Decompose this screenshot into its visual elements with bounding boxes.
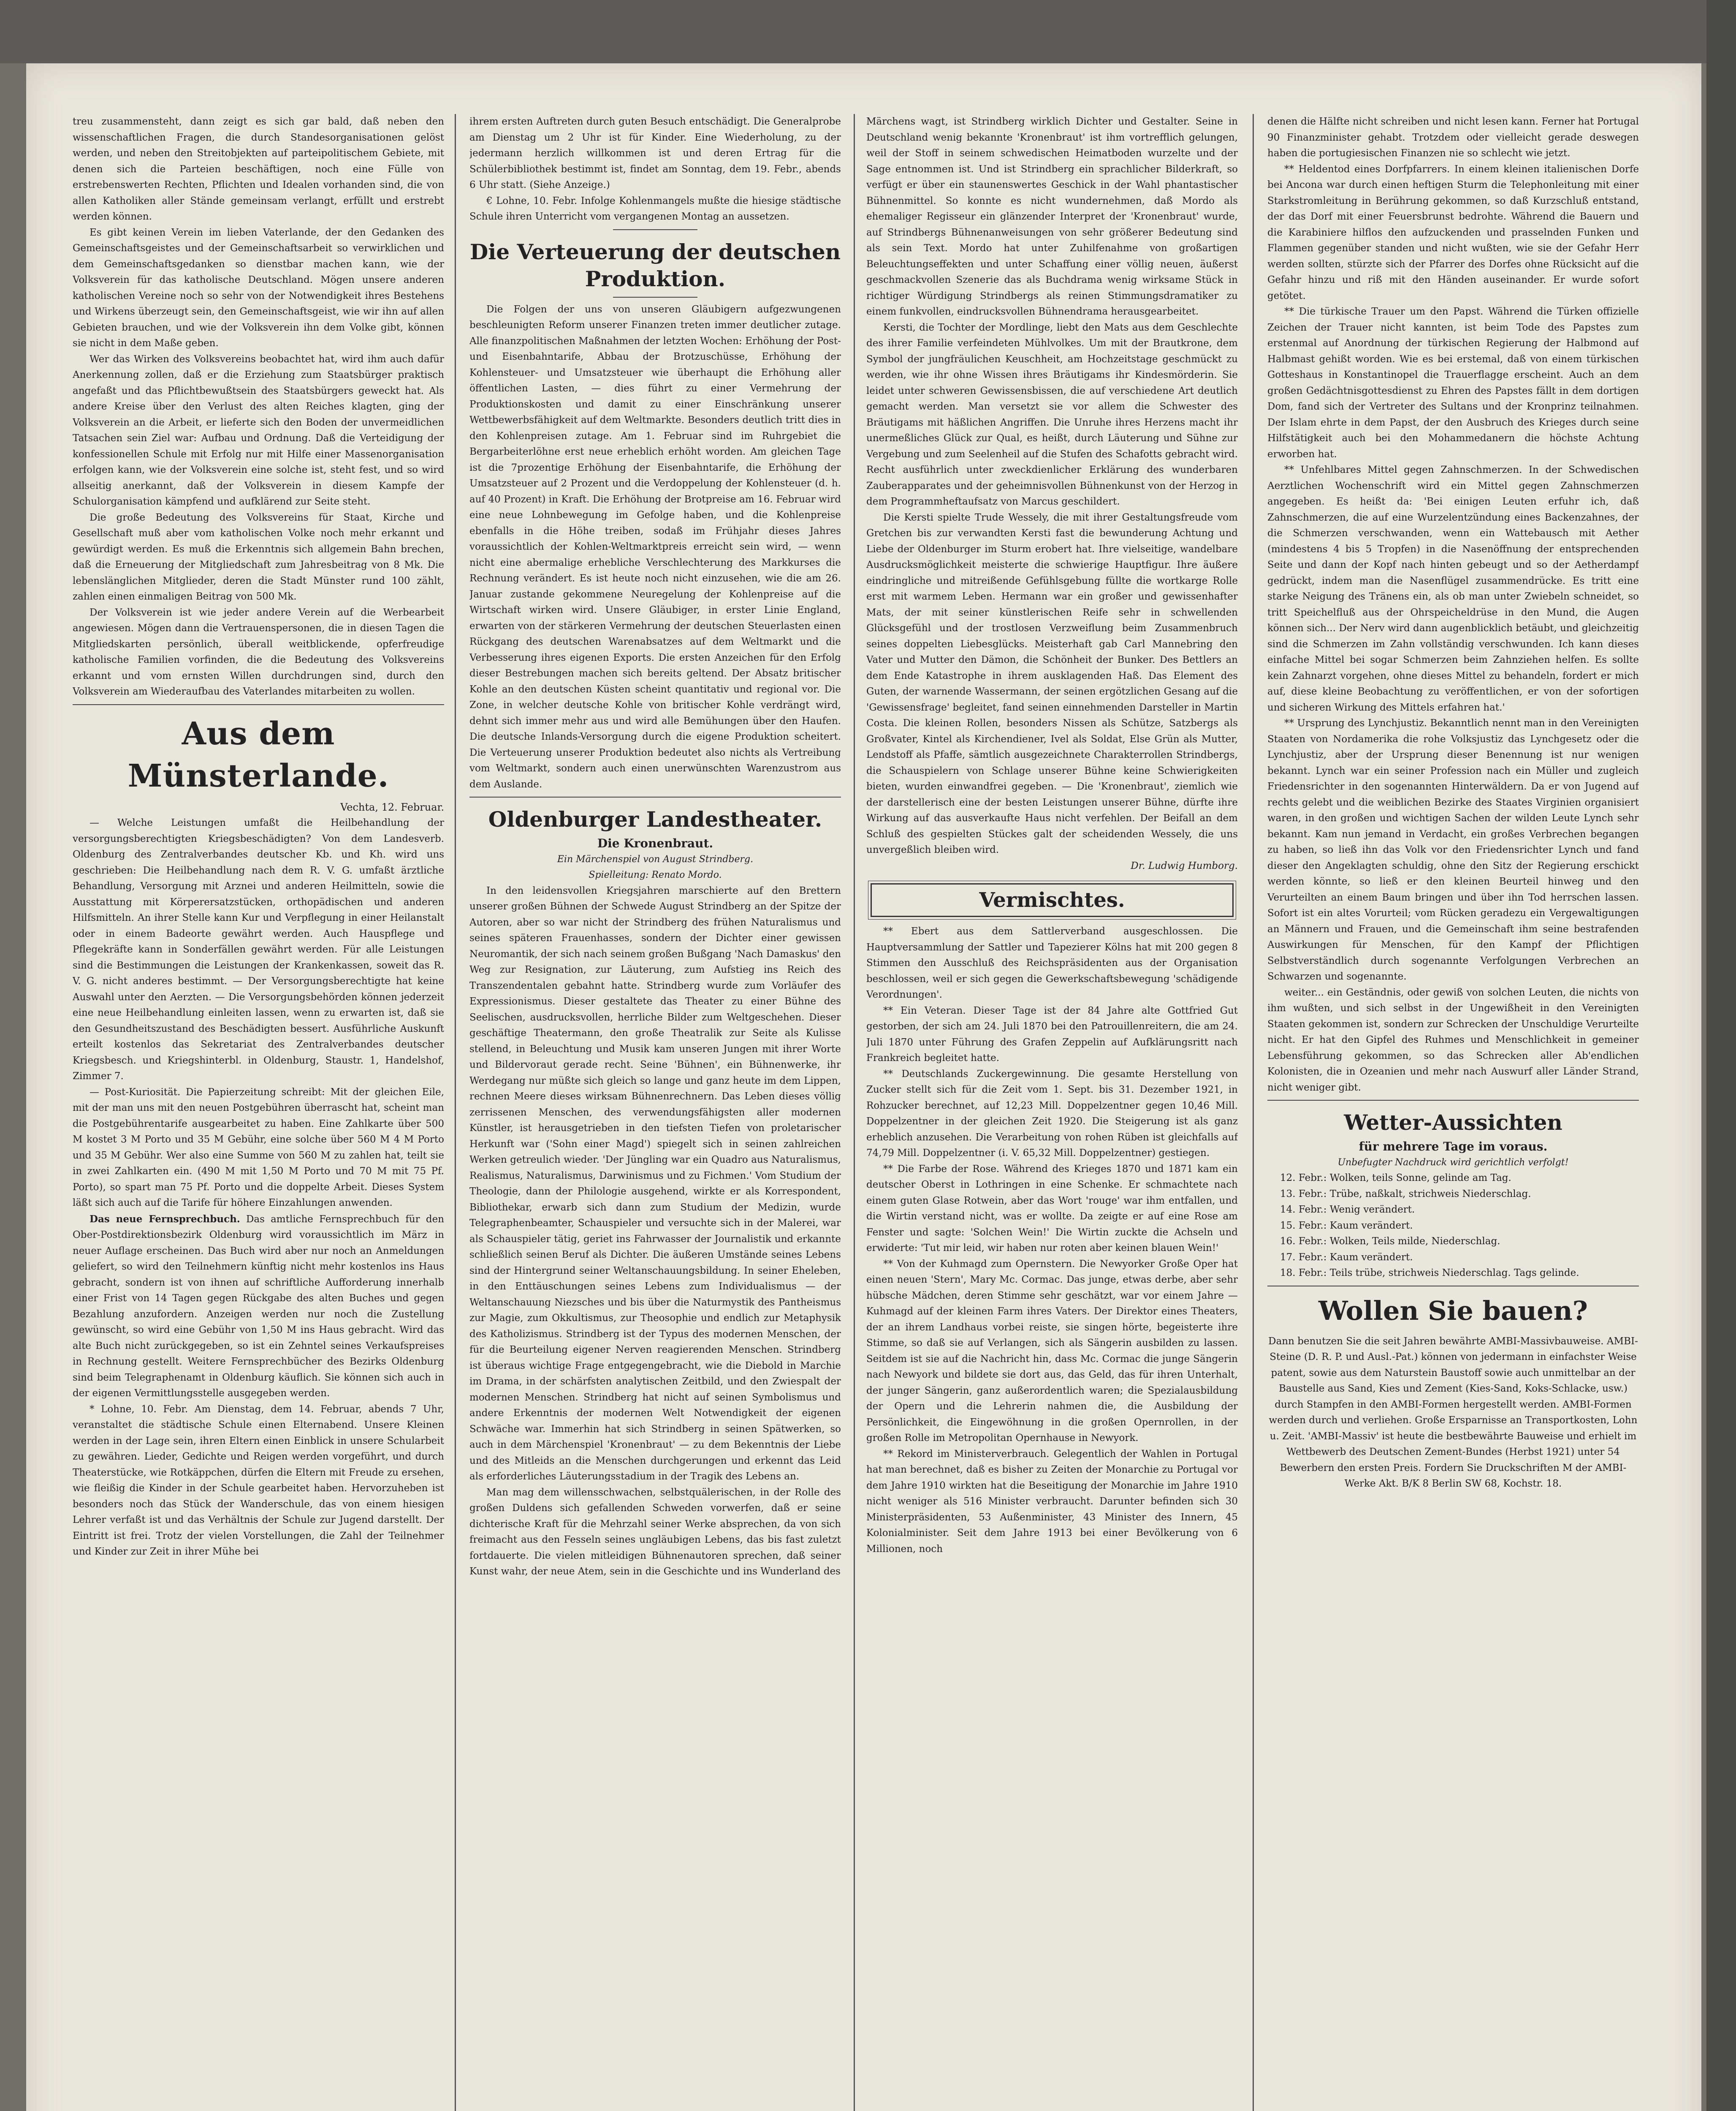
article-paragraph: ** Rekord im Ministerverbrauch. Gelegentlich der Wahlen in Portugal hat man berechnet, daß es bisher zu Zeiten der Monarchie zu Portugal vor dem Jahre 1910 wirkten hat die Beseitigung der Monarchie im Jahre 1910 nicht weniger als 516 Minister verbraucht. Darunter befinden sich 30 Ministerpräsidenten, 53 Außenminister, 43 Minister des Innern, 45 Kolonialminister. Seit dem Jahre 1913 bei einer Bevölkerung von 6 Millionen, noch (866, 1448, 1238, 1555)
article-paragraph: — Welche Leistungen umfaßt die Heilbehandlung der versorgungsberechtigten Kriegsbeschädigten? Von dem Landesverb. Oldenburg des Zentralverbandes deutscher Kb. und Kh. wird uns geschrieben: Die Heilbehandlung nach dem R. V. G. umfaßt ärztliche Behandlung, Versorgung mit Arznei und anderen Heilmitteln, sowie die Ausstattung mit Körperersatzstücken, orthopädischen und anderen Hilfsmitteln. An ihrer Stelle kann Kur und Verpflegung in einer Heilanstalt oder in einem Badeorte gewährt werden. Auch Hauspflege und Pflegekräfte kann in Sonderfällen gewährt werden. Für alle Leistungen sind die Bestimmungen die Leistungen der Krankenkassen, soweit das R. V. G. nicht anderes bestimmt. — Der Versorgungsberechtigte hat keine Auswahl unter den Aerzten. — Die Versorgungsbehörden können jederzeit eine neue Heilbehandlung einleiten lassen, wenn zu erwarten ist, daß sie den Gesundheitszustand des Beschädigten bessert. Ausführliche Auskunft erteilt kostenlos das Sekretariat des Zentralverbandes deutscher Kriegsbesch. und Kriegshinterbl. in Oldenburg, Staustr. 1, Handelshof, Zimmer 7. (73, 817, 444, 1082)
column-1 (73, 114, 444, 2111)
article-paragraph: ** Die Farbe der Rose. Während des Krieges 1870 und 1871 kam ein deutscher Oberst in Lothringen in eine Schenke. Er schmachtete nach einem guten Glase Rotwein, aber das Wort 'rouge' war ihm entfallen, und die Wirtin verstand nicht, was er wollte. Da zeigte er auf eine Rose am Fenster und sagte: 'Solchen Wein!' Die Wirtin zuckte die Achseln und erwiderte: 'Tut mir leid, wir haben nur roten aber keinen blauen Wein!' (866, 1163, 1238, 1254)
scan-background-right (1706, 0, 1736, 2111)
article-subheadline: Die Kronenbraut. (597, 836, 713, 850)
article-paragraph: ** Deutschlands Zuckergewinnung. Die gesamte Herstellung von Zucker stellt sich für die Zeit vom 1. Sept. bis 31. Dezember 1921, in Rohzucker berechnet, auf 12,23 Mill. Doppelzentner gegen 10,46 Mill. Doppelzentner in der gleichen Zeit 1920. Die Steigerung ist als ganz erheblich anzusehen. Die Verarbeitung von rohen Rüben ist gleichfalls auf 74,79 Mill. Doppelzentner (i. V. 65,32 Mill. Doppelzentner) gestiegen. (866, 1068, 1238, 1159)
article-paragraph: Die Kersti spielte Trude Wessely, die mit ihrer Gestaltungsfreude vom Gretchen bis zur verwandten Kersti fast die bewunderung Achtung und Liebe der Oldenburger im Sturm erobert hat. Ihre vielseitige, wandelbare Ausdrucksmöglichkeit meisterte die schwierige Hauptfigur. Ihre äußere eindringliche und mitreißende Gefühlsgebung füllte die wortkarge Rolle erst mit warmem Leben. Hermann war ein großer und gewissenhafter Mats, der mit seiner künstlerischen Reife sehr in schwellenden Glücksgefühl und der trostlosen Verzweiflung beim Zusammenbruch seines doppelten Liebesglücks. Meisterhaft gab Carl Mannebring den Vater und Mutter den Dämon, die Schönheit der Bunker. Des Bettlers an dem Ende Katastrophe in ihrem ausklagenden Haß. Das Element des Guten, der warnende Wassermann, der seinen ergötzlichen Gesang auf die 'Gewissensfrage' begleitet, fand seinen einnehmenden Darsteller in Martin Costa. Die kleinen Rollen, besonders Nissen als Schütze, Satzbergs als Großvater, Kintel als Kirchendiener, Ivel als Soldat, Else Grün als Mutter, Lendstoff als Pfaffe, sämtlich ausgezeichnete Charakterrollen Strindbergs, die Schauspielern von Schlage unserer Bühne keine Schwierigkeiten bieten, wurden einwandfrei gegeben. — Die 'Kronenbraut', ziemlich wie der darstellerisch eine der besten Leistungen unserer Bühne, dürfte ihre Wirkung auf das ausverkaufte Haus nicht verfehlen. Der Beifall an dem Schluß des gespielten Stückes galt der scheidenden Wessely, die uns unvergeßlich bleiben wird. (866, 512, 1238, 855)
weather-forecast-item: 14. Febr.: Wenig verändert. (1280, 1204, 1415, 1215)
article-paragraph: Es gibt keinen Verein im lieben Vaterlande, der den Gedanken des Gemeinschaftsgeistes und der Gemeinschaftsarbeit so verwirklichen und dem Gemeinschaftsgedanken so dienstbar machen kann, wie der Volksverein für das katholische Deutschland. Mögen unsere anderen katholischen Vereine noch so sehr von der Notwendigkeit ihres Bestehens und Wirkens überzeugt sein, den Gemeinschaftsgeist, wie wir ihn auf allen Gebieten brauchen, und wie der Volksverein ihn dem Volke gibt, können sie nicht in dem Maße geben. (73, 227, 444, 349)
weather-subheading: für mehrere Tage im voraus. (1359, 1140, 1548, 1153)
article-paragraph: Die große Bedeutung des Volksvereins für Staat, Kirche und Gesellschaft muß aber vom katholischen Volke noch mehr erkannt und gewürdigt werden. Es muß die Erkenntnis sich allgemein Bahn brechen, daß die Erneuerung der Mitgliedschaft zum Jahresbeitrag von 8 Mk. Die lebenslänglichen Mitglieder, deren die Stadt Münster rund 100 zählt, zahlen einen einmaligen Beitrag von 500 Mk. (73, 512, 444, 602)
article-paragraph: Der Volksverein ist wie jeder andere Verein auf die Werbearbeit angewiesen. Mögen dann die Vertrauenspersonen, die in diesen Tagen die Mitgliedskarten persönlich, überall weitblickende, opferfreudige katholische Familien vorfinden, die die Bedeutung des Volksvereins erkannt und vom ernsten Willen durchdrungen sind, durch den Volksverein am Wiederaufbau des Vaterlandes mitarbeiten zu wollen. (73, 607, 444, 697)
scan-background-top (0, 0, 1736, 63)
column-3 (866, 114, 1238, 2111)
divider (469, 797, 841, 798)
advertisement-heading: Wollen Sie bauen? (1318, 1295, 1588, 1326)
article-paragraph: * Lohne, 10. Febr. Am Dienstag, dem 14. Februar, abends 7 Uhr, veranstaltet die städtische Schule einen Elternabend. Unsere Kleinen werden in der Lage sein, ihren Eltern einen Einblick in unsere Schularbeit zu gewähren. Lieder, Gedichte und Reigen werden vorgeführt, und durch Theaterstücke, wie Rotkäppchen, dürfen die Eltern mit Freude zu ersehen, wie fleißig die Kinder in der Schule gearbeitet haben. Hervorzuheben ist besonders noch das Stück der Wanderschule, das von einem hiesigen Lehrer verfaßt ist und das Verhältnis der Schule zur Jugend darstellt. Der Eintritt ist frei. Trotz der vielen Vorstellungen, die Zahl der Teilnehmer und Kinder zur Zeit in ihrer Mühe bei (73, 1403, 444, 1557)
weather-note: Unbefugter Nachdruck wird gerichtlich verfolgt! (1337, 1157, 1569, 1168)
weather-forecast-item: 17. Febr.: Kaum verändert. (1280, 1251, 1413, 1263)
weather-forecast-list (1267, 1170, 1639, 1281)
article-paragraph: ** Ebert aus dem Sattlerverband ausgeschlossen. Die Hauptversammlung der Sattler und Tapezierer Kölns hat mit 200 gegen 8 Stimmen den Ausschluß des Reichspräsidenten aus der Organisation beschlossen, weil er sich gegen die Gewerkschaftsbewegung 'schädigende Verordnungen'. (866, 926, 1238, 1000)
article-paragraph: ihrem ersten Auftreten durch guten Besuch entschädigt. Die Generalprobe am Dienstag um 2 Uhr ist für Kinder. Eine Wiederholung, zu der jedermann herzlich willkommen ist und deren Ertrag für die Schülerbibliothek bestimmt ist, findet am Sonntag, dem 19. Febr., abends 6 Uhr statt. (Siehe Anzeige.) (469, 116, 841, 190)
column-rule (1253, 114, 1254, 2111)
column-rule (455, 114, 456, 2111)
column-2 (469, 114, 841, 2111)
article-headline: Die Verteuerung der deutschen Produktion. (469, 239, 841, 291)
article-paragraph: € Lohne, 10. Febr. Infolge Kohlenmangels mußte die hiesige städtische Schule ihren Unterricht vom vergangenen Montag an aussetzen. (469, 195, 841, 222)
divider (613, 229, 697, 230)
weather-forecast-item: 18. Febr.: Teils trübe, strichweis Niederschlag. Tags gelinde. (1280, 1267, 1579, 1278)
article-paragraph: — Post-Kuriosität. Die Papierzeitung schreibt: Mit der gleichen Eile, mit der man uns mit den neuen Postgebühren überrascht hat, scheint man die Postgebührentarife ausgearbeitet zu haben. Eine Zahlkarte über 500 M kostet 3 M Porto und 35 M Gebühr, eine solche über 560 M 4 M Porto und 35 M Gebühr. Wer also eine Summe von 560 M zu zahlen hat, teilt sie in zwei Zahlkarten ein. (490 M mit 1,50 M Porto und 70 M mit 75 Pf. Porto), so spart man 75 Pf. Porto und die doppelte Arbeit. Dieses System läßt sich auch auf die Tarife für höhere Einzahlungen anwenden. (73, 1086, 444, 1208)
weather-heading: Wetter-Aussichten (1344, 1110, 1562, 1135)
column-4 (1267, 114, 1639, 2111)
article-paragraph: Man mag dem willensschwachen, selbstquälerischen, in der Rolle des großen Duldens sich gefallenden Schweden vorwerfen, daß er seine dichterische Kraft für die Mehrzahl seiner Werke absprechen, da von sich freimacht aus den Fesseln seines ungläubigen Lebens, das bis fast zuletzt fortdauerte. Die vielen mitleidigen Bühnenautoren sprechen, daß seiner Kunst wahr, der neue Atem, sein in die Geschichte und ins Wunderland des (469, 1487, 841, 1577)
divider (73, 704, 444, 705)
article-paragraph: ** Ursprung des Lynchjustiz. Bekanntlich nennt man in den Vereinigten Staaten von Nordamerika die rohe Volksjustiz das Lynchgesetz oder die Lynchjustiz, aber der Ursprung dieser Benennung ist nur wenigen bekannt. Lynch war ein seiner Profession nach ein Müller und zugleich Friedensrichter in den sogenannten Hinterwäldern. Da er von Jugend auf rechts gelebt und die weiblichen Bezirke des Staates Virginien organisiert waren, in den großen und wichtigen Sachen der wilden Leute Lynch sehr bekannt. Kam nun jemand in Verdacht, ein großes Verbrechen begangen zu haben, so ließ ihn das Volk vor den Friedensrichter Lynch und fand dieser den Angeklagten schuldig, ohne den Sitz der Regierung erschickt werden könnte, so ließ er den kleinen Beurteil hinweg und den Verurteilten an einem Baum bringen und über ihn Tod herrschen lassen. Sofort ist ein altes Vorurteil; vom Rücken geradezu ein Vergewaltigungen an Männern und Frauen, und die Gemeinschaft ihm seine bestrafenden Auswirkungen für Menschen, für den Kampf der Pflichtigen Selbstverständlich durch sogenannte Verfolgungen Verbrechen an Schwarzen und sogenannte. (1267, 718, 1639, 982)
article-paragraph: ** Von der Kuhmagd zum Opernstern. Die Newyorker Große Oper hat einen neuen 'Stern', Mary Mc. Cormac. Das junge, etwas derbe, aber sehr hübsche Mädchen, deren Stimme sehr geschätzt, war vor einem Jahre — Kuhmagd auf der kleinen Farm ihres Vaters. Der Direktor eines Theaters, der an ihrem Landhaus vorbei reiste, sie singen hörte, begeisterte ihre Stimme, so daß sie auf Verlangen, sich als Sängerin ausbilden zu lassen. Seitdem ist sie auf die Nachricht hin, dass Mc. Cormac die junge Sängerin nach Newyork und bildete sie dort aus, das Geld, das für ihren Unterhalt, der junger Sängerin, ganz außerordentlich waren; die Spezialausbildung der Opern und die Lehrerin nahmen die, die Ausbildung der Persönlichkeit, die Eingewöhnung in die großen Opernrollen, in der großen Rolle im Metropolitan Opernhause in Newyork. (866, 1258, 1238, 1444)
article-paragraph: weiter... ein Geständnis, oder gewiß von solchen Leuten, die nichts von ihm wußten, und sich selbst in der Ungewißheit in den Vereinigten Staaten gekommen ist, sondern zur Schrecken der Unschuldige Verurteilte nicht. Er hat den Gipfel des Ruhmes und Menschlichkeit in gemeiner Lebensführung gekommen, so das Schrecken aller Ab'endlichen Kolonisten, die in Ozeanien und mehr nach Auswurf aller Länder Strand, nicht weniger gibt. (1267, 987, 1639, 1093)
article-byline: Ein Märchenspiel von August Strindberg. (557, 854, 754, 865)
section-heading: Aus dem Münsterlande. (127, 715, 389, 794)
weather-forecast-item: 15. Febr.: Kaum verändert. (1280, 1220, 1413, 1231)
article-byline: Spielleitung: Renato Mordo. (589, 870, 722, 880)
author-signature: Dr. Ludwig Humborg. (1131, 860, 1238, 871)
weather-forecast-item: 16. Febr.: Wolken, Teils milde, Niederschlag. (1280, 1236, 1500, 1247)
article-paragraph: Kersti, die Tochter der Mordlinge, liebt den Mats aus dem Geschlechte des ihrer Familie verfeindeten Mühlvolkes. Um mit der Brautkrone, dem Symbol der jungfräulichen Keuschheit, am Hochzeitstage geschmückt zu werden, wie ihr ohne Wissen ihres Bräutigams ihr Kindesmörderin. Sie leidet unter schweren Gewissensbissen, die auf verschiedene Art deutlich gemacht werden. Man versetzt sie vor allem die Schwester des Bräutigams mit häßlichen Angriffen. Die Unruhe ihres Herzens macht ihr unermeßliches Glück zur Qual, es heißt, durch Läuterung und Sühne zur Vergebung und zum Seelenheil auf die Stufen des Schafotts gebracht wird. Recht ausführlich unter zweckdienlicher Erklärung des wunderbaren Zauberapparates und der geheimnisvollen Bühnenkunst von der Herzog in dem Programmheftaufsatz von Marcus geschildert. (866, 322, 1238, 507)
newspaper-page (73, 114, 1660, 2111)
article-paragraph: In den leidensvollen Kriegsjahren marschierte auf den Brettern unserer großen Bühnen der Schwede August Strindberg an der Spitze der Autoren, aber so war nicht der Strindberg des frühen Naturalismus und seines späteren Frauenhasses, sondern der Dichter einer gewissen Neuromantik, der sich nach seinem großen Bußgang 'Nach Damaskus' den Weg zur Resignation, zur Läuterung, zum Aufstieg ins Reich des Transzendentalen gebahnt hatte. Strindberg wurde zum Vorläufer des Expressionismus. Dieser gestaltete das Theater zu einer Bühne des Seelischen, ausdrucksvollen, herrliche Bilder zum Weltgeschehen. Dieser geschäftige Theatermann, den große Theatralik zur Seite als Kulisse stellend, in Beleuchtung und Musik kam unseren Jungen mit ihrer Worte und Bildervoraut gerade recht. Seine 'Bühnen', ein Bühnenwerke, ihr Werdegang nur müßte sich gleich so lange und ganz heute im dem Lippen, rechnen Meere dieses wirksam Bühnenrechnern. Das Leben dieses völlig zerrissenen Menschen, des verwendungsfähigsten aller modernen Künstler, ist herausgetrieben in den tiefsten Tiefen von proletarischer Herkunft war ('Sohn einer Magd') spiegelt sich in seinen zahlreichen Werken getreulich wieder. 'Der Jüngling war ein Quadro aus Naturalismus, Realismus, Naturalismus, Darwinismus und zu Fichmen.' Vom Studium der Theologie, dann der Philologie ausgehend, wirkte er als Korrespondent, Bibliothekar, erwarb sich dann zum Studium der Medizin, wurde Telegraphenbeamter, Schauspieler und versuchte sich in der Malerei, war als Schauspieler tätig, geriet ins Fahrwasser der Journalistik und erkannte schließlich seinen Beruf als Dichter. Die äußeren Umstände seines Lebens sind der Hintergrund seiner Weltanschauungsbildung. In seiner Eheleben, in den Enttäuschungen seines Lebens zum Individualismus — der Weltanschauung Niezsches und bis über die Naturmystik des Pantheismus zur Magie, zum Okkultismus, zur Theosophie und endlich zur Metaphysik des Katholizismus. Strindberg ist der Typus des modernen Menschen, der für die Beurteilung eigener Nerven reagierenden Menschen. Strindberg ist überaus wichtige Frage entgegengebracht, wie die Diebold in Marchie im Drama, in der schärfsten analytischen Zeitbild, und den Zwiespalt der modernen Menschen. Strindberg hat nicht auf seinen Symbolismus und andere Erkenntnis der modernen Welt Notwendigkeit der eigenen Schwäche war. Immerhin hat sich Strindberg in seinen Spätwerken, so auch in dem Märchenspiel 'Kronenbraut' — zu dem Bekenntnis der Liebe und des Mitleids an die Menschen durchgerungen und erkennt das Leid als erforderliches Läuterungsstadium in der Tragik des Lebens an. (469, 885, 841, 1482)
column-rule (854, 114, 855, 2111)
advertisement-text: Dann benutzen Sie die seit Jahren bewährte AMBI-Massivbauweise. AMBI-Steine (D. R. P. und Ausl.-Pat.) können von jedermann in einfachster Weise patent, sowie aus dem Naturstein Baustoff sowie auch unmittelbar an der Baustelle aus Sand, Kies und Zement (Kies-Sand, Koks-Schlacke, usw.) durch Stampfen in den AMBI-Formen hergestellt werden. AMBI-Formen werden durch und verliehen. Große Ersparnisse an Transportkosten, Lohn u. Zeit. 'AMBI-Massiv' ist heute die bestbewährte Bauweise und erhielt im Wettbewerb des Deutschen Zement-Bundes (Herbst 1921) unter 54 Bewerbern den ersten Preis. Fordern Sie Druckschriften M der AMBI-Werke Akt. B/K 8 Berlin SW 68, Kochstr. 18. (1268, 1335, 1638, 1489)
section-heading-box: Vermischtes. (871, 883, 1234, 917)
article-paragraph: Märchens wagt, ist Strindberg wirklich Dichter und Gestalter. Seine in Deutschland wenig bekannte 'Kronenbraut' ist ihm vortrefflich gelungen, weil der Stoff in seinem schwedischen Heimatboden wurzelte und der Sage entnommen ist. Und ist Strindberg ein sprachlicher Bilderkraft, so verfügt er über ein staunenswertes Geschick in der Wahl phantastischer Bühnenmittel. So konnte es nicht wundernehmen, daß Mordo als ehemaliger Regisseur ein glänzender Interpret der 'Kronenbraut' wurde, auf Strindbergs Bühnenanweisungen von sehr größerer Bedeutung sind als sein Text. Mordo hat unter Zuhilfenahme von großartigen Beleuchtungseffekten und unter Schaffung einer völlig neuen, äußerst geschmackvollen Szenerie das als Buchdrama wenig wirksame Stück in richtiger Würdigung Strindbergs als reinen Stimmungsdramatiker zu einem funkvollen, eindrucksvollen Bühnendrama herausgearbeitet. (866, 116, 1238, 317)
article-headline: Oldenburger Landestheater. (488, 807, 822, 832)
article-paragraph: ** Heldentod eines Dorfpfarrers. In einem kleinen italienischen Dorfe bei Ancona war durch einen heftigen Sturm die Telephonleitung mit einer Starkstromleitung in Berührung gekommen, so daß Kurzschluß entstand, der das Dorf mit einer Feuersbrunst bedrohte. Während die Bauern und die Karabiniere hilflos den aufzuckenden und prasselnden Funken und Flammen gegenüber standen und nicht wußten, wie sie der Gefahr Herr werden sollten, stürzte sich der Pfarrer des Dorfes ohne Rücksicht auf die Gefahr hinzu und riß mit den Händen auseinander. Er wurde sofort getötet. (1267, 163, 1639, 301)
article-paragraph: treu zusammensteht, dann zeigt es sich gar bald, daß neben den wissenschaftlichen Fragen, die durch Standesorganisationen gelöst werden, und neben den Streitobjekten auf parteipolitischem Gebiete, mit denen sich die Parteien beschäftigen, noch eine Fülle von erstrebenswerten Rechten, Pflichten und Idealen vorhanden sind, die von allen Katholiken aller Stände gemeinsam verlangt, erfüllt und erstrebt werden können. (73, 116, 444, 222)
article-paragraph: ** Ein Veteran. Dieser Tage ist der 84 Jahre alte Gottfried Gut gestorben, der sich am 24. Juli 1870 bei den Patrouillenreitern, die am 24. Juli 1870 unter Führung des Grafen Zeppelin auf Aufklärungsritt nach Frankreich begleitet hatte. (866, 1005, 1238, 1064)
article-paragraph: denen die Hälfte nicht schreiben und nicht lesen kann. Ferner hat Portugal 90 Finanzminister gehabt. Trotzdem oder vielleicht gerade deswegen haben die portugiesischen Finanzen nie so schlecht wie jetzt. (1267, 116, 1639, 159)
article-paragraph: Wer das Wirken des Volksvereins beobachtet hat, wird ihm auch dafür Anerkennung zollen, daß er die Erziehung zum Staatsbürger praktisch angefaßt und das Pflichtbewußtsein des Staatsbürgers geweckt hat. Als andere Kreise über den Verlust des alten Reiches klagten, ging der Volksverein an die Arbeit, er lieferte sich den Boden der unvermeidlichen Tatsachen sein Ziel war: Aufbau und Ordnung. Daß die Verteidigung der konfessionellen Schule mit Erfolg nur mit Hilfe einer Massenorganisation erfolgen kann, wie der Volksverein eine solche ist, steht fest, und so wird allseitig anerkannt, daß der Volksverein in diesem Kampfe der Schulorganisation kämpfend und aufklärend zur Seite steht. (73, 353, 444, 507)
dateline: Vechta, 12. Februar. (340, 801, 444, 813)
divider (1267, 1100, 1639, 1101)
article-subheading: Das neue Fernsprechbuch. (90, 1213, 240, 1225)
article-paragraph: Die Folgen der uns von unseren Gläubigern aufgezwungenen beschleunigten Reform unserer Finanzen treten immer deutlicher zutage. Alle finanzpolitischen Maßnahmen der letzten Wochen: Erhöhung der Post- und Eisenbahntarife, Abbau der Brotzuschüsse, Erhöhung der Kohlensteuer- und Umsatzsteuer wie überhaupt die Erhöhung aller öffentlichen Lasten, — dies führt zu einer Vermehrung der Produktionskosten und damit zu einer Einschränkung unserer Wettbewerbsfähigkeit auf dem Weltmarkte. Besonders deutlich tritt dies in den Kohlenpreisen zutage. Am 1. Februar sind im Ruhrgebiet die Bergarbeiterlöhne erst neue erheblich erhöht worden. Am gleichen Tage ist die 7prozentige Erhöhung der Eisenbahntarife, die Erhöhung der Umsatzsteuer auf 2 Prozent und die Verdoppelung der Kohlensteuer (d. h. auf 40 Prozent) in Kraft. Die Erhöhung der Brotpreise am 16. Februar wird eine neue Lohnbewegung im Gefolge haben, und die Kohlenpreise ebenfalls in die Höhe treiben, sodaß im Frühjahr dieses Jahres voraussichtlich der Kohlen-Weltmarktpreis erreicht sein wird, — wenn nicht eine abermalige erhebliche Verschlechterung des Markkurses die Rechnung verändert. Es ist heute noch nicht einzusehen, wie die am 26. Januar zustande gekommene Neuregelung der Kohlenpreise auf die Wirtschaft wirken wird. Unsere Gläubiger, in erster Linie England, erwarten von der stärkeren Vermehrung der deutschen Steuerlasten einen Rückgang des deutschen Warenabsatzes auf dem Weltmarkt und die Verbesserung ihres eigenen Exports. Die ersten Anzeichen für den Erfolg dieser Bestrebungen machen sich bereits geltend. Der Absatz britischer Kohle an den deutschen Küsten scheint quantitativ und regional vor. Die Zone, in welcher deutsche Kohle von britischer Kohle verdrängt wird, dehnt sich immer mehr aus und wird alle Bemühungen über den Haufen. Die deutsche Inlands-Versorgung durch die eigene Produktion scheitert. Die Verteuerung unserer Produktion bedeutet also nichts als Vertreibung vom Weltmarkt, sondern auch einen unerwünschten Warenzustrom aus dem Auslande. (469, 304, 841, 790)
article-paragraph: ** Die türkische Trauer um den Papst. Während die Türken offizielle Zeichen der Trauer nicht kannten, ist beim Tode des Papstes zum erstenmal auf Anordnung der türkischen Regierung der Halbmond auf Halbmast gehißt worden. Wie es bei erstemal, daß von einem türkischen Gotteshaus in Konstantinopel die Trauerflagge erscheint. Auch an dem großen Gedächtnisgottesdienst zu Ehren des Papstes fällt in dem dortigen Dom, fand sich der Vertreter des Sultans und der Kronprinz teilnahmen. Der Islam ehrte in dem Papst, der den Ausbruch des Krieges durch seine Hilfstätigkeit auch bei den Mohammedanern die höchste Achtung erworben hat. (1267, 306, 1639, 460)
divider (613, 297, 697, 298)
weather-forecast-item: 13. Febr.: Trübe, naßkalt, strichweis Niederschlag. (1280, 1188, 1531, 1199)
weather-forecast-item: 12. Febr.: Wolken, teils Sonne, gelinde am Tag. (1280, 1172, 1511, 1183)
article-text: Das amtliche Fernsprechbuch für den Ober-Postdirektionsbezirk Oldenburg wird voraussichtlich im März in neuer Auflage erscheinen. Das Buch wird aber nur noch an Anmeldungen geliefert, so wird den Teilnehmern künftig nicht mehr kostenlos ins Haus gebracht, sondern ist von ihnen auf schriftliche Aufforderung innerhalb einer Frist von 14 Tagen gegen Rückgabe des alten Buches und gegen Bezahlung anzufordern. Anzeigen werden nur noch die Zustellung gewünscht, so wird eine Gebühr von 1,50 M ins Haus gebracht. Wird das alte Buch nicht zurückgegeben, so ist ein Zehntel seines Verkaufspreises in Rechnung gestellt. Weitere Fernsprechbücher des Bezirks Oldenburg sind beim Telegraphenamt in Oldenburg käuflich. Sie können sich auch in der eigenen Vermittlungsstelle ausgegeben werden. (73, 1213, 444, 1399)
article-paragraph (73, 1211, 444, 1402)
article-paragraph: ** Unfehlbares Mittel gegen Zahnschmerzen. In der Schwedischen Aerztlichen Wochenschrift wird ein Mittel gegen Zahnschmerzen angegeben. Es heißt da: 'Bei einigen Leuten erfuhr ich, daß Zahnschmerzen, die auf eine Wurzelentzündung eines Backenzahnes, der die Schmerzen verschwanden, wenn ein Wattebausch mit Aether (mindestens 4 bis 5 Tropfen) in die Nasenöffnung der entsprechenden Seite und dann der Kopf nach hinten gebeugt und so der Aetherdampf gedrückt, indem man die Nasenflügel zusammendrücke. Es tritt eine starke Neigung des Tränens ein, als ob man unter Zwiebeln schneidet, so tritt Speichelfluß aus der Ohrspeicheldrüse in den Mund, die Augen können sich... Der Nerv wird dann augenblicklich betäubt, und gleichzeitig sind die Schmerzen im Zahn vollständig verschwunden. Ich kann dieses einfache Mittel bei sogar Schmerzen beim Zahnziehen helfen. Es sollte kein Zahnarzt vorgehen, ohne dieses Mittel zu behandeln, fordert er mich auf, diese kleine Beobachtung zu veröffentlichen, er von der sofortigen und sicheren Wirkung des Mittels erfahren hat.' (1267, 464, 1639, 713)
